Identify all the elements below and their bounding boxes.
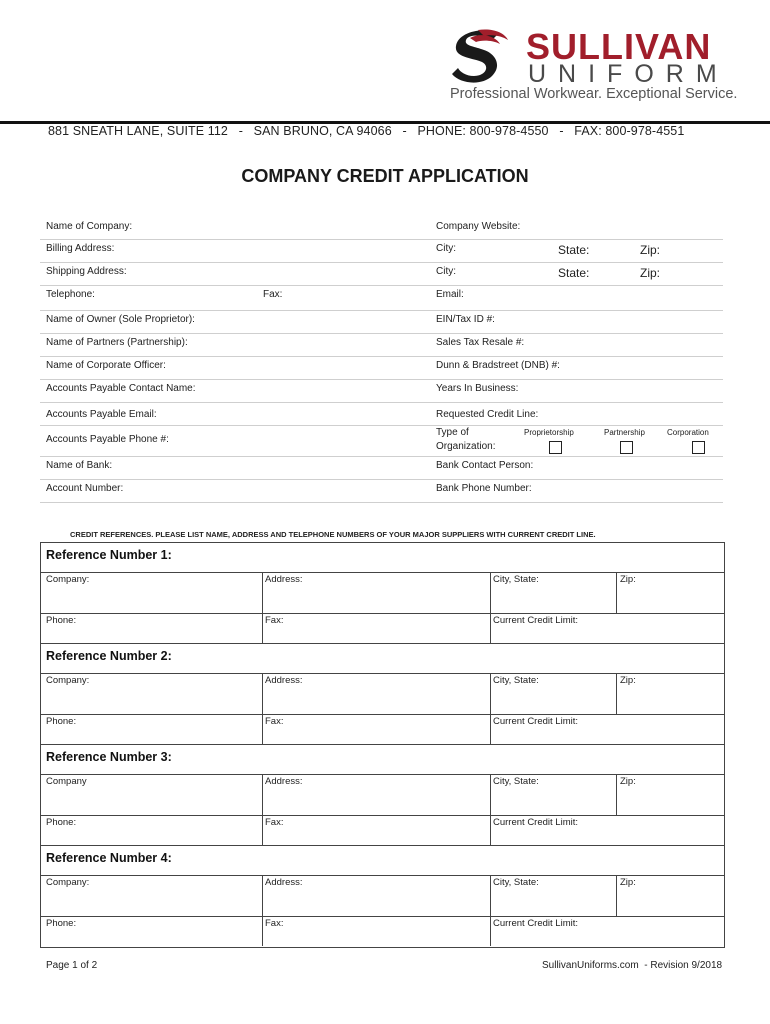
reference-input-cell[interactable]	[262, 815, 490, 845]
corporation-checkbox[interactable]	[692, 441, 705, 454]
telephone-label: Telephone:	[46, 289, 95, 300]
form-row-rule	[40, 456, 723, 457]
reference-input-cell[interactable]	[490, 572, 616, 613]
reference-zip-label: Zip:	[620, 877, 636, 888]
reference-fax-label: Fax:	[265, 615, 284, 626]
bank-phone-label: Bank Phone Number:	[436, 483, 532, 494]
reference-divider	[40, 845, 724, 846]
reference-heading: Reference Number 3:	[46, 750, 172, 764]
city-label: City:	[436, 243, 456, 254]
partners-label: Name of Partners (Partnership):	[46, 337, 188, 348]
zip-label: Zip:	[640, 243, 661, 257]
reference-phone-label: Phone:	[46, 817, 77, 828]
reference-input-cell[interactable]	[490, 815, 723, 845]
ap-contact-label: Accounts Payable Contact Name:	[46, 383, 196, 394]
reference-fax-label: Fax:	[265, 918, 284, 929]
footer-site: SullivanUniforms.com - Revision 9/2018	[542, 960, 723, 971]
reference-city-state-label: City, State:	[493, 776, 539, 787]
form-row-field[interactable]	[40, 263, 723, 281]
reference-company-label: Company:	[46, 574, 90, 585]
company-name-label: Name of Company:	[46, 221, 133, 232]
credit-line-label: Requested Credit Line:	[436, 409, 539, 420]
proprietorship-checkbox[interactable]	[549, 441, 562, 454]
reference-input-cell[interactable]	[490, 774, 616, 815]
form-row-field[interactable]	[40, 357, 723, 375]
reference-fax-label: Fax:	[265, 817, 284, 828]
reference-divider	[40, 643, 724, 644]
years-label: Years In Business:	[436, 383, 519, 394]
reference-city-state-label: City, State:	[493, 675, 539, 686]
reference-input-cell[interactable]	[40, 916, 262, 946]
reference-credit-label: Current Credit Limit:	[493, 817, 578, 828]
sales-tax-label: Sales Tax Resale #:	[436, 337, 525, 348]
reference-divider	[40, 744, 724, 745]
shipping-address-label: Shipping Address:	[46, 266, 127, 277]
email-label: Email:	[436, 289, 464, 300]
company-website-label: Company Website:	[436, 221, 521, 232]
reference-input-cell[interactable]	[262, 774, 490, 815]
reference-input-cell[interactable]	[490, 714, 723, 744]
corporation-label: Corporation	[667, 428, 709, 437]
reference-input-cell[interactable]	[616, 572, 723, 613]
logo	[448, 26, 748, 106]
brand-tagline: Professional Workwear. Exceptional Service.	[450, 86, 738, 102]
reference-input-cell[interactable]	[490, 916, 723, 946]
reference-input-cell[interactable]	[616, 875, 723, 916]
reference-phone-label: Phone:	[46, 918, 77, 929]
fax-label: Fax:	[263, 289, 283, 300]
reference-input-cell[interactable]	[262, 875, 490, 916]
page-title: COMPANY CREDIT APPLICATION	[241, 166, 529, 186]
reference-city-state-label: City, State:	[493, 877, 539, 888]
reference-phone-label: Phone:	[46, 615, 77, 626]
reference-address-label: Address:	[265, 877, 303, 888]
org-type-2-label: Organization:	[436, 441, 496, 452]
reference-heading: Reference Number 2:	[46, 649, 172, 663]
dnb-label: Dunn & Bradstreet (DNB) #:	[436, 360, 560, 371]
reference-input-cell[interactable]	[262, 572, 490, 613]
reference-company-label: Company	[46, 776, 87, 787]
form-row-field[interactable]	[40, 240, 723, 258]
page-number: Page 1 of 2	[46, 960, 98, 971]
reference-input-cell[interactable]	[40, 875, 262, 916]
form-row-field[interactable]	[40, 380, 723, 398]
reference-input-cell[interactable]	[40, 815, 262, 845]
reference-zip-label: Zip:	[620, 675, 636, 686]
reference-input-cell[interactable]	[490, 875, 616, 916]
state-label: State:	[558, 266, 590, 280]
form-row-field[interactable]	[40, 406, 723, 424]
reference-fax-label: Fax:	[265, 716, 284, 727]
reference-input-cell[interactable]	[262, 673, 490, 714]
form-row-field[interactable]	[40, 480, 723, 498]
bank-name-label: Name of Bank:	[46, 460, 113, 471]
brand-name-line2: UNIFORM	[528, 60, 729, 88]
form-row-field[interactable]	[40, 311, 723, 329]
reference-heading: Reference Number 1:	[46, 548, 172, 562]
reference-phone-label: Phone:	[46, 716, 77, 727]
brand-name-line1: SULLIVAN	[526, 26, 712, 67]
address-line: 881 SNEATH LANE, SUITE 112 - SAN BRUNO, CA 94066 - PHONE: 800-978-4550 - FAX: 800-978-4551	[48, 124, 685, 138]
reference-input-cell[interactable]	[490, 613, 723, 643]
reference-address-label: Address:	[265, 675, 303, 686]
sullivan-s-icon	[448, 28, 510, 84]
ap-email-label: Accounts Payable Email:	[46, 409, 157, 420]
partnership-checkbox[interactable]	[620, 441, 633, 454]
city-label: City:	[436, 266, 456, 277]
reference-credit-label: Current Credit Limit:	[493, 918, 578, 929]
references-note: CREDIT REFERENCES. PLEASE LIST NAME, ADDRESS AND TELEPHONE NUMBERS OF YOUR MAJOR SUPPLIERS WITH CURRENT CREDIT LINE.	[70, 530, 596, 539]
reference-input-cell[interactable]	[262, 714, 490, 744]
reference-company-label: Company:	[46, 877, 90, 888]
account-number-label: Account Number:	[46, 483, 124, 494]
reference-input-cell[interactable]	[262, 916, 490, 946]
reference-company-label: Company:	[46, 675, 90, 686]
billing-address-label: Billing Address:	[46, 243, 115, 254]
reference-input-cell[interactable]	[40, 714, 262, 744]
form-row-field[interactable]	[40, 218, 723, 236]
partnership-label: Partnership	[604, 428, 645, 437]
form-row-field[interactable]	[40, 457, 723, 475]
reference-input-cell[interactable]	[40, 572, 262, 613]
reference-heading: Reference Number 4:	[46, 851, 172, 865]
reference-address-label: Address:	[265, 776, 303, 787]
corporate-officer-label: Name of Corporate Officer:	[46, 360, 166, 371]
reference-input-cell[interactable]	[262, 613, 490, 643]
form-row-field[interactable]	[40, 286, 723, 304]
form-row-rule	[40, 502, 723, 503]
ein-label: EIN/Tax ID #:	[436, 314, 495, 325]
form-row-field[interactable]	[40, 334, 723, 352]
owner-label: Name of Owner (Sole Proprietor):	[46, 314, 195, 325]
reference-input-cell[interactable]	[616, 673, 723, 714]
reference-credit-label: Current Credit Limit:	[493, 716, 578, 727]
reference-input-cell[interactable]	[490, 673, 616, 714]
proprietorship-label: Proprietorship	[524, 428, 574, 437]
reference-zip-label: Zip:	[620, 574, 636, 585]
reference-credit-label: Current Credit Limit:	[493, 615, 578, 626]
reference-input-cell[interactable]	[40, 774, 262, 815]
bank-contact-label: Bank Contact Person:	[436, 460, 534, 471]
reference-zip-label: Zip:	[620, 776, 636, 787]
org-type-1-label: Type of	[436, 427, 469, 438]
zip-label: Zip:	[640, 266, 661, 280]
form-row-rule	[40, 402, 723, 403]
reference-city-state-label: City, State:	[493, 574, 539, 585]
reference-input-cell[interactable]	[616, 774, 723, 815]
reference-input-cell[interactable]	[40, 673, 262, 714]
state-label: State:	[558, 243, 590, 257]
reference-address-label: Address:	[265, 574, 303, 585]
form-row-rule	[40, 425, 723, 426]
ap-phone-label: Accounts Payable Phone #:	[46, 434, 169, 445]
reference-input-cell[interactable]	[40, 613, 262, 643]
